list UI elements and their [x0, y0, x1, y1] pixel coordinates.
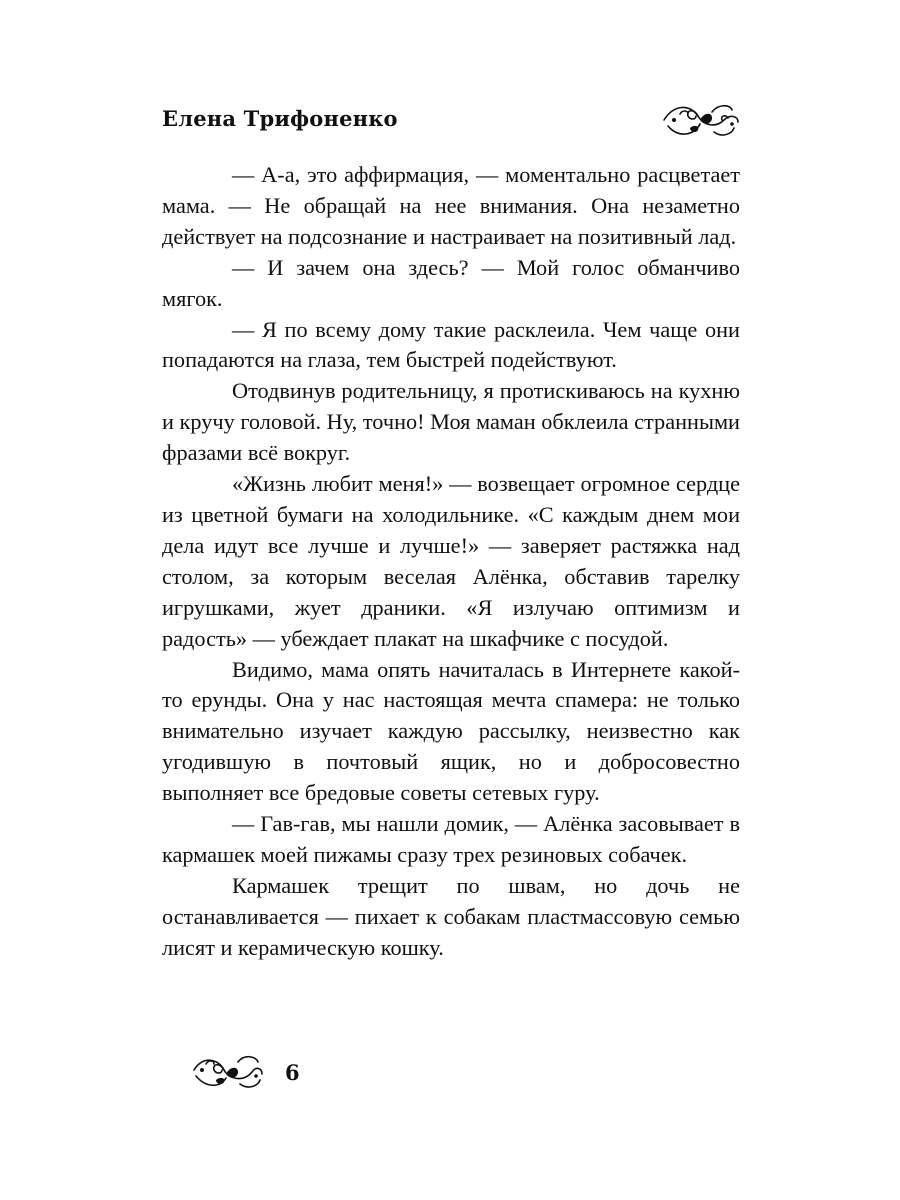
paragraph: Отодвинув родительницу, я протискиваюсь на кухню и кручу головой. Ну, точно! Моя маман обклеила странными фразами всё вокруг. — [162, 378, 740, 466]
page-number: 6 — [285, 1060, 300, 1085]
paragraph: — Я по всему дому такие расклеила. Чем чаще они попадаются на глаза, тем быстрей подействуют. — [162, 316, 740, 373]
page-footer — [190, 1050, 330, 1100]
paragraph: — И зачем она здесь? — Мой голос обманчиво мягок. — [162, 254, 740, 311]
page-header — [162, 102, 742, 142]
paragraph: Кармашек трещит по швам, но дочь не останавливается — пихает к собакам пластмассовую семью лисят и керамическую кошку. — [162, 872, 740, 960]
author-name: Елена Трифоненко — [162, 106, 398, 131]
paragraph: «Жизнь любит меня!» — возвещает огромное сердце из цветной бумаги на холодильнике. «С каждым днем мои дела идут все лучше и лучше!» — заверяет растяжка над столом, за которым веселая Алёнка, обставив тарелку игрушками, жует драники. «Я излучаю оптимизм и радость» — убеждает плакат на шкафчике с посудой. — [162, 471, 740, 651]
paragraph: Видимо, мама опять начиталась в Интернете какой-то ерунды. Она у нас настоящая мечта спамера: не только внимательно изучает каждую рассылку, неизвестно как угодившую в почтовый ящик, но и добросовестно выполняет все бредовые советы сетевых гуру. — [162, 656, 740, 806]
paragraph: — А-а, это аффирмация, — моментально расцветает мама. — Не обращай на нее внимания. Она незаметно действует на подсознание и настраивает на позитивный лад. — [162, 162, 740, 249]
body-text — [162, 160, 740, 964]
scroll-ornament-icon — [660, 98, 742, 142]
paragraph: — Гав-гав, мы нашли домик, — Алёнка засовывает в кармашек моей пижамы сразу трех резиновых собачек. — [162, 811, 740, 867]
scroll-ornament-icon — [190, 1050, 266, 1094]
